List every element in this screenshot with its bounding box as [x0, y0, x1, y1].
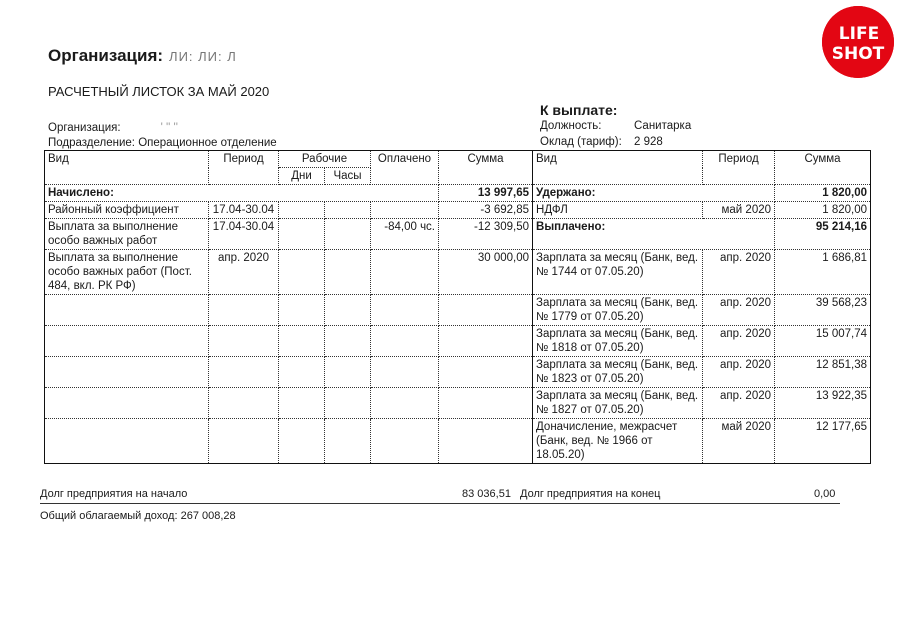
position-value: Санитарка [634, 120, 692, 132]
empty-cell [45, 419, 209, 464]
empty-cell [325, 295, 371, 326]
empty-cell [439, 295, 533, 326]
payout-sum: 1 686,81 [775, 250, 871, 295]
debt-start-label: Долг предприятия на начало [40, 488, 188, 500]
rate-value: 2 928 [634, 136, 663, 148]
row-period: 17.04-30.04 [209, 219, 279, 250]
col-hours: Часы [325, 168, 371, 185]
empty-cell [45, 326, 209, 357]
payout-kind: Доначисление, межрасчет (Банк, вед. № 1966 от 18.05.20) [533, 419, 703, 464]
table-row [45, 219, 871, 250]
empty-cell [371, 326, 439, 357]
row-sum: 30 000,00 [439, 250, 533, 295]
empty-cell [209, 419, 279, 464]
footer-divider [40, 503, 840, 504]
organization-value: ' '' '' [160, 122, 178, 134]
empty-cell [325, 326, 371, 357]
row-days [279, 202, 325, 219]
payout-kind: Зарплата за месяц (Банк, вед. № 1779 от 07.05.20) [533, 295, 703, 326]
row-hours [325, 219, 371, 250]
empty-cell [279, 388, 325, 419]
payout-period: май 2020 [703, 419, 775, 464]
organization-title: Организация: ЛИ: ЛИ: Л [48, 46, 237, 65]
payout-kind: Зарплата за месяц (Банк, вед. № 1818 от 07.05.20) [533, 326, 703, 357]
col-period-right: Период [703, 151, 775, 185]
row-kind: Выплата за выполнение особо важных работ (Пост. 484, вкл. РК РФ) [45, 250, 209, 295]
table-header-row [45, 151, 871, 168]
payout-sum: 39 568,23 [775, 295, 871, 326]
empty-cell [371, 419, 439, 464]
ndfl-sum: 1 820,00 [775, 202, 871, 219]
payout-period: апр. 2020 [703, 250, 775, 295]
debt-start-value: 83 036,51 [462, 488, 511, 500]
col-paid: Оплачено [371, 151, 439, 185]
empty-cell [325, 419, 371, 464]
row-period: апр. 2020 [209, 250, 279, 295]
payout-kind: Зарплата за месяц (Банк, вед. № 1744 от 07.05.20) [533, 250, 703, 295]
table-row [45, 419, 871, 464]
empty-cell [439, 326, 533, 357]
row-hours [325, 250, 371, 295]
empty-cell [209, 295, 279, 326]
paid-total: 95 214,16 [775, 219, 871, 250]
taxable-income: Общий облагаемый доход: 267 008,28 [40, 510, 236, 522]
page-title: РАСЧЕТНЫЙ ЛИСТОК ЗА МАЙ 2020 [48, 84, 270, 99]
empty-cell [325, 388, 371, 419]
row-paid [371, 250, 439, 295]
empty-cell [279, 419, 325, 464]
payout-kind: Зарплата за месяц (Банк, вед. № 1823 от 07.05.20) [533, 357, 703, 388]
table-row [45, 326, 871, 357]
payout-sum: 13 922,35 [775, 388, 871, 419]
paid-label: Выплачено: [533, 219, 775, 250]
accrued-total: 13 997,65 [439, 185, 533, 202]
empty-cell [439, 388, 533, 419]
row-period: 17.04-30.04 [209, 202, 279, 219]
row-days [279, 250, 325, 295]
ndfl-period: май 2020 [703, 202, 775, 219]
table-row [45, 250, 871, 295]
table-row [45, 357, 871, 388]
payout-period: апр. 2020 [703, 357, 775, 388]
col-working: Рабочие [279, 151, 371, 168]
payout-kind: Зарплата за месяц (Банк, вед. № 1827 от 07.05.20) [533, 388, 703, 419]
table-row [45, 388, 871, 419]
empty-cell [279, 357, 325, 388]
empty-cell [45, 388, 209, 419]
col-days: Дни [279, 168, 325, 185]
empty-cell [209, 388, 279, 419]
empty-cell [279, 326, 325, 357]
row-days [279, 219, 325, 250]
row-paid: -84,00 чс. [371, 219, 439, 250]
organization-title-value: ЛИ: ЛИ: Л [169, 49, 237, 64]
position-label: Должность: [540, 120, 602, 132]
empty-cell [45, 295, 209, 326]
col-kind: Вид [45, 151, 209, 185]
payout-sum: 15 007,74 [775, 326, 871, 357]
table-row [45, 202, 871, 219]
payout-period: апр. 2020 [703, 388, 775, 419]
empty-cell [45, 357, 209, 388]
svg-text:SHOT: SHOT [831, 44, 885, 64]
row-sum: -3 692,85 [439, 202, 533, 219]
table-row [45, 295, 871, 326]
payout-sum: 12 851,38 [775, 357, 871, 388]
col-kind-right: Вид [533, 151, 703, 185]
col-sum-right: Сумма [775, 151, 871, 185]
svg-text:LIFE: LIFE [838, 24, 880, 44]
empty-cell [209, 357, 279, 388]
to-pay-label: К выплате: [540, 102, 618, 118]
empty-cell [371, 295, 439, 326]
empty-cell [371, 357, 439, 388]
payout-sum: 12 177,65 [775, 419, 871, 464]
debt-end-label: Долг предприятия на конец [520, 488, 661, 500]
empty-cell [325, 357, 371, 388]
empty-cell [439, 357, 533, 388]
debt-end-value: 0,00 [814, 488, 836, 500]
accrued-label: Начислено: [45, 185, 439, 202]
empty-cell [279, 295, 325, 326]
row-hours [325, 202, 371, 219]
payslip-table [44, 150, 871, 464]
empty-cell [371, 388, 439, 419]
empty-cell [439, 419, 533, 464]
col-period: Период [209, 151, 279, 185]
withheld-label: Удержано: [533, 185, 775, 202]
payout-period: апр. 2020 [703, 326, 775, 357]
department-label: Подразделение: Операционное отделение [48, 137, 277, 149]
col-sum: Сумма [439, 151, 533, 185]
row-sum: -12 309,50 [439, 219, 533, 250]
row-kind: Выплата за выполнение особо важных работ [45, 219, 209, 250]
ndfl-kind: НДФЛ [533, 202, 703, 219]
table-row [45, 185, 871, 202]
row-paid [371, 202, 439, 219]
lifeshot-logo [822, 6, 894, 78]
row-kind: Районный коэффициент [45, 202, 209, 219]
lifeshot-logo-mark [822, 6, 894, 78]
withheld-total: 1 820,00 [775, 185, 871, 202]
payout-period: апр. 2020 [703, 295, 775, 326]
empty-cell [209, 326, 279, 357]
rate-label: Оклад (тариф): [540, 136, 622, 148]
organization-label: Организация: ' '' '' [48, 122, 178, 134]
